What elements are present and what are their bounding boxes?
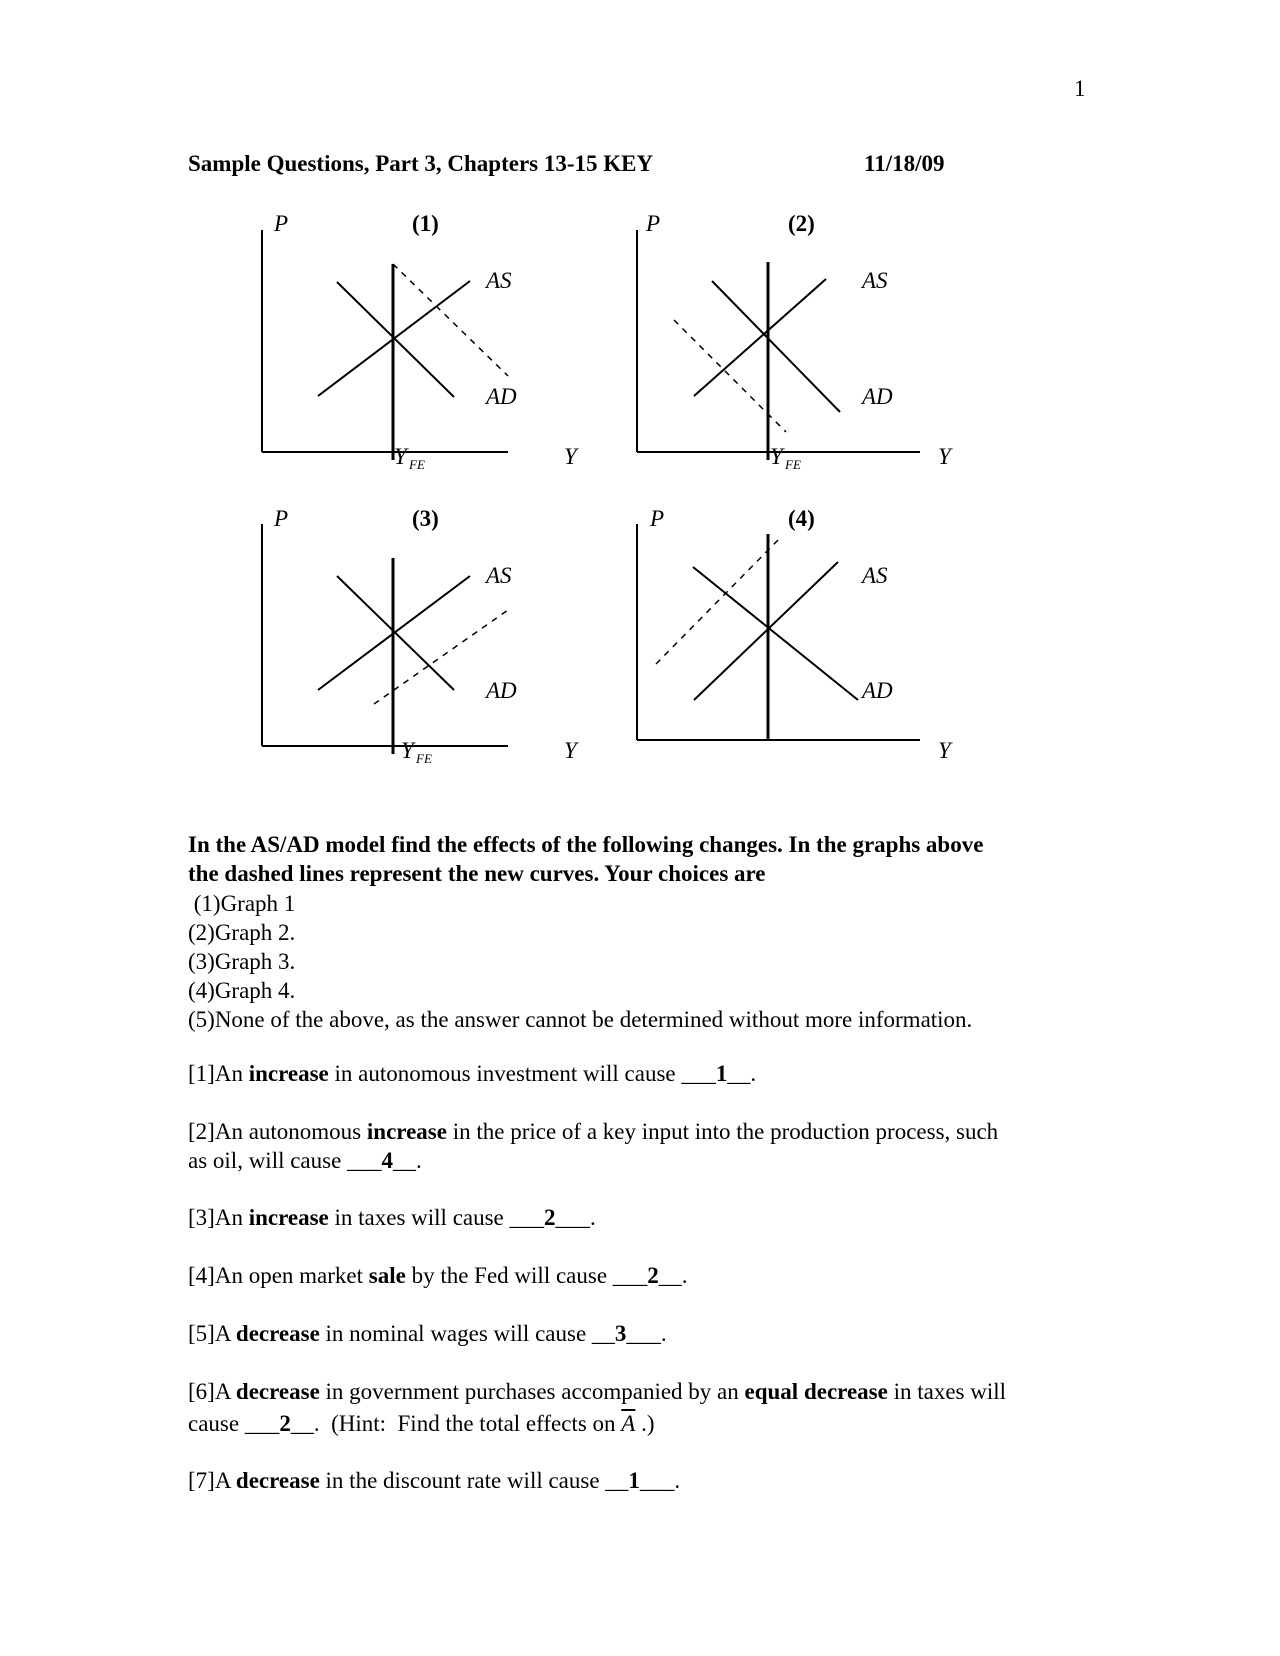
- question-text: A: [214, 1321, 236, 1346]
- graph-3-yfe-subscript: FE: [416, 751, 432, 766]
- question-3: [188, 1203, 596, 1232]
- choice-item: (1)Graph 1: [188, 891, 296, 916]
- question-keyword: decrease: [235, 1379, 320, 1404]
- question-number: [5]: [188, 1321, 215, 1346]
- question-keyword: increase: [366, 1119, 447, 1144]
- graph-2-number: (2): [788, 211, 815, 236]
- question-text: in taxes will cause ___: [328, 1205, 545, 1230]
- question-number: [7]: [188, 1468, 215, 1493]
- question-keyword: equal decrease: [744, 1379, 888, 1404]
- graph-1-p-label: P: [274, 211, 289, 236]
- graph-1-ad-label: AD: [486, 384, 517, 409]
- question-keyword: decrease: [235, 1321, 320, 1346]
- question-text: An autonomous: [214, 1119, 367, 1144]
- question-2: [188, 1117, 998, 1175]
- graph-3-yfe-label: Y: [401, 738, 414, 763]
- question-5: [188, 1319, 667, 1348]
- answer-key: 1: [715, 1061, 728, 1086]
- question-keyword: increase: [248, 1061, 329, 1086]
- autonomous-spending-symbol: $\overline{A}$: [621, 1411, 636, 1436]
- graph-4-ad-label: AD: [862, 678, 893, 703]
- answer-key: 2: [544, 1205, 556, 1230]
- question-number: [4]: [188, 1263, 215, 1288]
- question-text: A: [214, 1379, 236, 1404]
- graph-4-number: (4): [788, 506, 815, 531]
- choice-item: (4)Graph 4.: [188, 978, 296, 1003]
- question-text: A: [214, 1468, 236, 1493]
- question-text: in autonomous investment will cause ___: [328, 1061, 716, 1086]
- question-text: .): [635, 1411, 655, 1436]
- question-text: in nominal wages will cause __: [319, 1321, 615, 1346]
- graph-3-number: (3): [412, 506, 439, 531]
- graph-1-number: (1): [412, 211, 439, 236]
- graph-4-as-label: AS: [862, 563, 888, 588]
- question-text: as oil, will cause ___: [188, 1148, 382, 1173]
- graph-2: [637, 211, 953, 472]
- graph-3: [262, 506, 579, 766]
- choice-item: (2)Graph 2.: [188, 920, 296, 945]
- choice-item: (5)None of the above, as the answer cannot be determined without more information.: [188, 1007, 973, 1032]
- question-keyword: increase: [248, 1205, 329, 1230]
- graph-4-ad-curve: [693, 567, 858, 700]
- graph-1-ad-curve: [337, 282, 454, 397]
- graph-3-p-label: P: [274, 506, 289, 531]
- question-blank: __.: [658, 1263, 688, 1288]
- graph-3-as-label: AS: [486, 563, 512, 588]
- question-blank: __.: [393, 1148, 422, 1173]
- graph-1: [262, 211, 579, 472]
- question-text: An: [214, 1205, 249, 1230]
- question-1: [188, 1059, 756, 1088]
- graph-2-ad-curve: [712, 281, 840, 412]
- question-4: [188, 1261, 688, 1290]
- question-7: [188, 1466, 680, 1495]
- question-text: by the Fed will cause ___: [405, 1263, 648, 1288]
- choice-item: (3)Graph 3.: [188, 949, 296, 974]
- question-blank: ___.: [626, 1321, 667, 1346]
- document-date: 11/18/09: [864, 151, 945, 176]
- answer-key: 1: [628, 1468, 640, 1493]
- answer-key: 2: [279, 1411, 291, 1436]
- question-text: cause ___: [188, 1411, 280, 1436]
- question-6: [188, 1377, 1006, 1438]
- question-text: in taxes will: [887, 1379, 1007, 1404]
- question-blank: ___.: [639, 1468, 681, 1493]
- instructions: [188, 830, 983, 888]
- graph-2-ad-label: AD: [862, 384, 893, 409]
- page-number: 1: [1074, 76, 1086, 101]
- answer-key: 3: [614, 1321, 627, 1346]
- graph-3-ad-curve: [337, 576, 454, 690]
- question-number: [1]: [188, 1061, 215, 1086]
- question-text: in government purchases accompanied by an: [319, 1379, 745, 1404]
- choices-list: [188, 889, 972, 1034]
- instructions-line-1: In the AS/AD model find the effects of the following changes. In the graphs above: [188, 832, 984, 857]
- asad-graphs: [0, 0, 1280, 780]
- question-number: [6]: [188, 1379, 215, 1404]
- graph-4-y-label: Y: [938, 738, 951, 763]
- graph-2-p-label: P: [646, 211, 661, 236]
- graph-4: [637, 506, 953, 763]
- answer-key: 2: [647, 1263, 659, 1288]
- graph-3-ad-label: AD: [486, 678, 517, 703]
- question-text: An open market: [214, 1263, 369, 1288]
- graph-1-yfe-label: Y: [394, 444, 407, 469]
- graph-2-yfe-label: Y: [770, 444, 783, 469]
- graph-1-y-label: Y: [564, 444, 577, 469]
- graph-4-as-curve: [694, 562, 838, 700]
- question-keyword: decrease: [235, 1468, 320, 1493]
- document-title: Sample Questions, Part 3, Chapters 13-15 KEY: [188, 151, 654, 176]
- question-keyword: sale: [368, 1263, 406, 1288]
- question-blank: __. (Hint: Find the total effects on: [290, 1411, 622, 1436]
- question-text: in the price of a key input into the production process, such: [446, 1119, 999, 1144]
- graph-2-y-label: Y: [938, 444, 951, 469]
- instructions-line-2: the dashed lines represent the new curves. Your choices are: [188, 861, 766, 886]
- graph-3-y-label: Y: [564, 738, 577, 763]
- graph-4-as-new-dashed: [656, 536, 782, 664]
- graph-1-yfe-subscript: FE: [409, 457, 425, 472]
- graph-1-as-label: AS: [486, 268, 512, 293]
- answer-key: 4: [381, 1148, 394, 1173]
- question-text: An: [214, 1061, 249, 1086]
- graph-2-as-label: AS: [862, 268, 888, 293]
- question-blank: ___.: [555, 1205, 596, 1230]
- graph-2-yfe-subscript: FE: [785, 457, 801, 472]
- question-text: in the discount rate will cause __: [319, 1468, 629, 1493]
- question-number: [3]: [188, 1205, 215, 1230]
- question-blank: __.: [727, 1061, 757, 1086]
- question-number: [2]: [188, 1119, 215, 1144]
- graph-4-p-label: P: [650, 506, 665, 531]
